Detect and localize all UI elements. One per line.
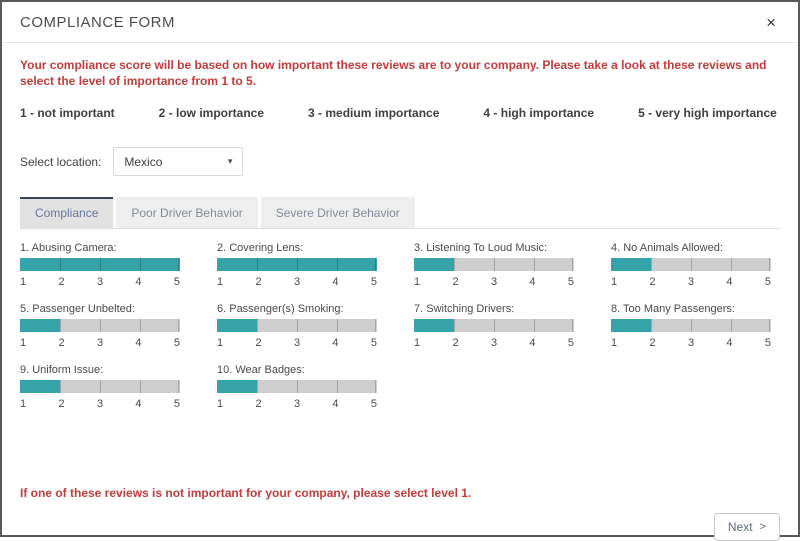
slider-label: 7. Switching Drivers:	[414, 303, 515, 316]
slider-track[interactable]	[20, 319, 180, 332]
slider-tick	[494, 258, 495, 271]
scale-number: 1	[20, 276, 27, 289]
location-label: Select location:	[20, 154, 102, 169]
scale-number: 3	[96, 398, 104, 411]
slider-tick	[454, 319, 455, 332]
slider-tick	[178, 319, 179, 332]
slider-tick	[572, 258, 573, 271]
scale-number: 1	[217, 398, 224, 411]
slider-tick	[534, 258, 535, 271]
scale-number: 2	[58, 337, 65, 350]
scale-number: 3	[490, 337, 498, 350]
slider-scale	[611, 276, 771, 288]
slider-tick	[691, 319, 692, 332]
slider-tick	[257, 319, 258, 332]
legend-item: 1 - not important	[20, 106, 115, 121]
slider-tick	[731, 258, 732, 271]
tab-severe-driver-behavior[interactable]: Severe Driver Behavior	[261, 197, 415, 228]
slider-item-5	[20, 303, 180, 349]
tab-strip	[20, 197, 780, 229]
scale-number: 1	[20, 337, 27, 350]
scale-number: 4	[332, 337, 339, 350]
slider-tick	[454, 258, 455, 271]
scale-number: 2	[452, 276, 459, 289]
slider-tick	[731, 319, 732, 332]
scale-number: 5	[567, 276, 574, 289]
scale-number: 4	[135, 337, 142, 350]
slider-tick	[178, 258, 179, 271]
chevron-right-icon: >	[759, 521, 766, 534]
slider-tick	[534, 319, 535, 332]
scale-number: 4	[726, 337, 733, 350]
slider-tick	[769, 319, 770, 332]
slider-item-6	[217, 303, 377, 349]
slider-tick	[297, 258, 298, 271]
scale-number: 2	[255, 337, 262, 350]
slider-item-10	[217, 364, 377, 410]
slider-label: 8. Too Many Passengers:	[611, 303, 735, 316]
legend-row	[20, 106, 780, 120]
scale-number: 3	[490, 276, 498, 289]
slider-tick	[60, 319, 61, 332]
scale-number: 1	[611, 276, 618, 289]
slider-tick	[140, 258, 141, 271]
scale-number: 5	[370, 337, 377, 350]
slider-tick	[140, 319, 141, 332]
slider-track[interactable]	[414, 258, 574, 271]
tab-poor-driver-behavior[interactable]: Poor Driver Behavior	[116, 197, 257, 228]
location-dropdown[interactable]	[113, 147, 243, 176]
slider-track[interactable]	[611, 258, 771, 271]
slider-tick	[375, 319, 376, 332]
slider-tick	[297, 380, 298, 393]
location-row	[20, 147, 780, 176]
legend-item: 4 - high importance	[483, 106, 595, 121]
scale-number: 3	[96, 337, 104, 350]
slider-scale	[20, 337, 180, 349]
slider-item-4	[611, 242, 771, 288]
legend-item: 3 - medium importance	[308, 106, 440, 121]
slider-tick	[494, 319, 495, 332]
scale-number: 4	[135, 398, 142, 411]
slider-tick	[178, 380, 179, 393]
slider-scale	[414, 276, 574, 288]
slider-tick	[375, 380, 376, 393]
slider-label: 9. Uniform Issue:	[20, 364, 104, 377]
scale-number: 5	[567, 337, 574, 350]
slider-item-3	[414, 242, 574, 288]
slider-label: 1. Abusing Camera:	[20, 242, 117, 255]
scale-number: 1	[217, 276, 224, 289]
scale-number: 5	[370, 398, 377, 411]
scale-number: 2	[649, 337, 656, 350]
scale-number: 2	[58, 398, 65, 411]
scale-number: 1	[611, 337, 618, 350]
slider-fill	[611, 258, 651, 271]
scale-number: 3	[687, 337, 695, 350]
scale-number: 3	[293, 398, 301, 411]
slider-track[interactable]	[217, 258, 377, 271]
slider-scale	[414, 337, 574, 349]
slider-track[interactable]	[611, 319, 771, 332]
slider-fill	[414, 258, 454, 271]
scale-number: 2	[255, 276, 262, 289]
scale-number: 1	[217, 337, 224, 350]
scale-number: 5	[173, 398, 180, 411]
slider-fill	[414, 319, 454, 332]
slider-track[interactable]	[217, 380, 377, 393]
slider-item-2	[217, 242, 377, 288]
footer-note: If one of these reviews is not important for your company, please select level 1.	[20, 486, 472, 501]
slider-scale	[217, 398, 377, 410]
slider-track[interactable]	[217, 319, 377, 332]
scale-number: 3	[293, 337, 301, 350]
slider-fill	[611, 319, 651, 332]
dialog-titlebar	[2, 2, 798, 43]
slider-scale	[217, 337, 377, 349]
slider-scale	[20, 276, 180, 288]
slider-tick	[140, 380, 141, 393]
scale-number: 4	[135, 276, 142, 289]
legend-item: 5 - very high importance	[638, 106, 777, 121]
slider-tick	[100, 380, 101, 393]
slider-track[interactable]	[20, 380, 180, 393]
slider-label: 4. No Animals Allowed:	[611, 242, 723, 255]
slider-tick	[769, 258, 770, 271]
slider-tick	[257, 258, 258, 271]
slider-tick	[572, 319, 573, 332]
scale-number: 2	[649, 276, 656, 289]
scale-number: 1	[20, 398, 27, 411]
scale-number: 2	[255, 398, 262, 411]
dialog-body	[2, 43, 798, 541]
slider-tick	[337, 319, 338, 332]
slider-tick	[100, 319, 101, 332]
slider-tick	[257, 380, 258, 393]
scale-number: 5	[764, 337, 771, 350]
legend-item: 2 - low importance	[158, 106, 265, 121]
slider-track[interactable]	[414, 319, 574, 332]
slider-label: 2. Covering Lens:	[217, 242, 304, 255]
scale-number: 5	[370, 276, 377, 289]
slider-tick	[337, 258, 338, 271]
slider-tick	[297, 319, 298, 332]
scale-number: 4	[529, 337, 536, 350]
caret-down-icon: ▾	[227, 156, 233, 167]
slider-scale	[20, 398, 180, 410]
intro-text: Your compliance score will be based on how important these reviews are to your company. Please take a look at these reviews and select the level of importance from 1 to 5.	[20, 58, 767, 89]
tab-compliance[interactable]: Compliance	[20, 197, 113, 228]
scale-number: 1	[414, 337, 421, 350]
slider-tick	[60, 258, 61, 271]
scale-number: 3	[96, 276, 104, 289]
scale-number: 4	[529, 276, 536, 289]
scale-number: 5	[173, 276, 180, 289]
slider-item-1	[20, 242, 180, 288]
slider-tick	[651, 319, 652, 332]
scale-number: 4	[332, 276, 339, 289]
scale-number: 2	[452, 337, 459, 350]
slider-label: 3. Listening To Loud Music:	[414, 242, 548, 255]
slider-item-8	[611, 303, 771, 349]
slider-tick	[60, 380, 61, 393]
slider-label: 5. Passenger Unbelted:	[20, 303, 135, 316]
location-dropdown-value: Mexico	[124, 154, 163, 169]
slider-tick	[691, 258, 692, 271]
slider-fill	[20, 380, 60, 393]
slider-fill	[20, 319, 60, 332]
slider-label: 10. Wear Badges:	[217, 364, 305, 377]
scale-number: 1	[414, 276, 421, 289]
slider-scale	[217, 276, 377, 288]
slider-track[interactable]	[20, 258, 180, 271]
slider-label: 6. Passenger(s) Smoking:	[217, 303, 344, 316]
dialog-title: COMPLIANCE FORM	[20, 13, 176, 31]
scale-number: 4	[726, 276, 733, 289]
scale-number: 5	[173, 337, 180, 350]
scale-number: 3	[687, 276, 695, 289]
scale-number: 3	[293, 276, 301, 289]
slider-fill	[217, 319, 257, 332]
slider-tick	[651, 258, 652, 271]
slider-tick	[337, 380, 338, 393]
sliders-grid	[20, 242, 780, 410]
slider-tick	[100, 258, 101, 271]
scale-number: 4	[332, 398, 339, 411]
next-button-label: Next	[727, 520, 753, 535]
slider-item-9	[20, 364, 180, 410]
scale-number: 5	[764, 276, 771, 289]
scale-number: 2	[58, 276, 65, 289]
slider-item-7	[414, 303, 574, 349]
slider-tick	[375, 258, 376, 271]
slider-fill	[217, 380, 257, 393]
close-icon[interactable]: ×	[766, 12, 776, 32]
slider-scale	[611, 337, 771, 349]
